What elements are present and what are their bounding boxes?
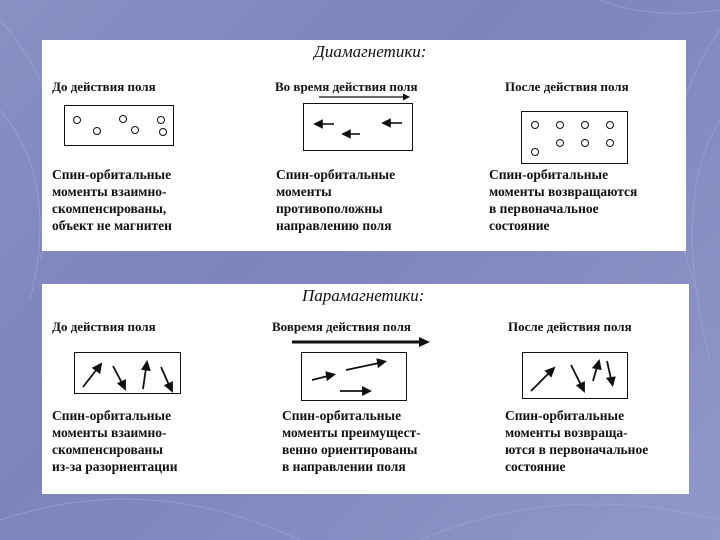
dia-box-during: [303, 103, 413, 151]
para-desc-during: Спин-орбитальные моменты преимущест- венно ориентированы в направлении поля: [282, 408, 421, 474]
para-heading-before: До действия поля: [52, 319, 156, 334]
diamagnetics-title: Диамагнетики:: [314, 42, 427, 61]
dia-box-before: [64, 105, 174, 146]
diamagnetics-panel: [42, 40, 686, 251]
dia-heading-during: Во время действия поля: [275, 79, 418, 94]
para-box-after: [522, 352, 628, 399]
dia-heading-after: После действия поля: [505, 79, 629, 94]
paramagnetics-title: Парамагнетики:: [302, 286, 425, 305]
dia-desc-during: Спин-орбитальные моменты противоположны направлению поля: [276, 167, 396, 233]
dia-desc-before: Спин-орбитальные моменты взаимно- скомпенсированы, объект не магнитен: [52, 167, 172, 233]
paramagnetics-panel: [42, 284, 689, 494]
dia-desc-after: Спин-орбитальные моменты возвращаются в первоначальное состояние: [489, 167, 638, 233]
para-heading-after: После действия поля: [508, 319, 632, 334]
field-arrow: [290, 336, 432, 348]
dia-heading-before: До действия поля: [52, 79, 156, 94]
para-desc-before: Спин-орбитальные моменты взаимно- скомпенсированы из-за разориентации: [52, 408, 178, 474]
para-box-before: [74, 352, 181, 394]
para-desc-after: Спин-орбитальные моменты возвраща- ются в первоначальное состояние: [505, 408, 649, 474]
para-heading-during: Вовремя действия поля: [272, 319, 411, 334]
field-arrow: [317, 92, 412, 102]
para-box-during: [301, 352, 407, 401]
dia-box-after: [521, 111, 628, 164]
